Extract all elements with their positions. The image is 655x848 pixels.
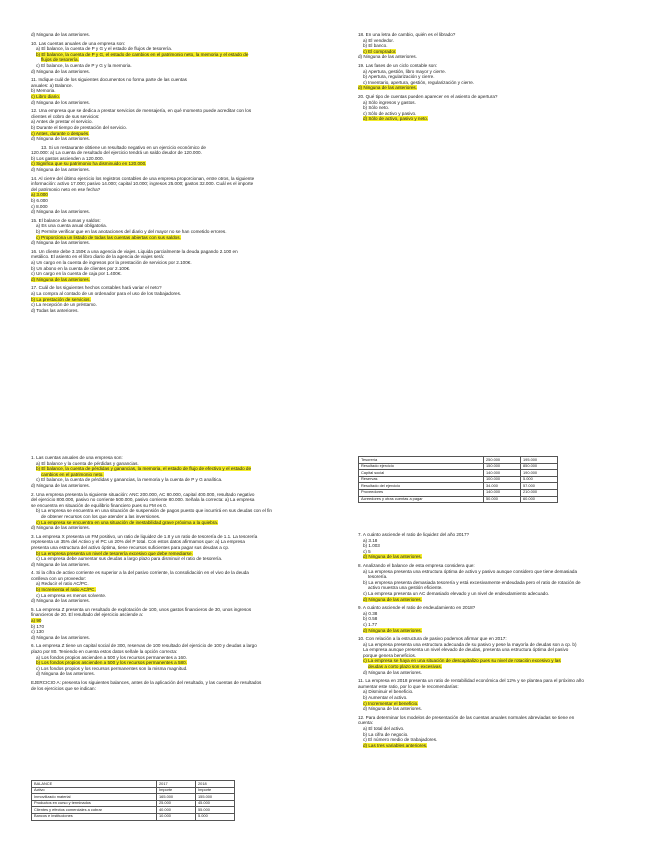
highlighted-answer: a) 3.000 — [31, 192, 48, 198]
line-text: 3. La empresa X presenta un FM positivo, un ratio de liquidez de 1.8 y un ratio de tesorería de 1.1. La tesorería — [31, 533, 258, 539]
line-text: 16. Un cliente debe 3.150€ a una agencia de viajes. Liquida parcialmente la deuda pagando 2.100 en — [31, 248, 238, 254]
text-line — [31, 483, 331, 489]
line-text: 17. Cuál de los siguientes hechos contables hará variar el neto? — [31, 285, 162, 291]
line-text: EJERCICIO A: presenta los siguientes balances, antes de la aplicación del resultado, y las cuentas de resultados — [31, 679, 262, 685]
line-text: clientes el cobro de sus servicios: — [31, 113, 100, 119]
line-text: a) Antes de prestar el servicio. — [31, 119, 93, 125]
line-text: de los ejercicios que se indican: — [31, 685, 96, 691]
highlighted-answer: c) Significa que su patrimonio ha disminuido en 120.000. — [31, 161, 147, 167]
table-cell: BALANCE — [32, 781, 157, 788]
line-text: 7. A cuánto asciende el ratio de liquidez del año 2017? — [358, 532, 470, 537]
table-cell: Resultado ejercicio — [359, 463, 484, 470]
table-cell: Reservas — [359, 476, 484, 483]
line-text: 5. La empresa Z presenta un resultado de explotación de 100, unos gastos financieros de 30, unos ingresos — [31, 606, 252, 612]
line-text: c) 130 — [31, 629, 44, 635]
line-text: a) La empresa presenta una estructura adecuada de su pasivo y pese la mayoría de deudas son a cp. b) — [363, 641, 577, 647]
line-text: a) El balance y la cuenta de pérdidas y ganancias. — [36, 460, 139, 466]
question-block — [31, 455, 331, 489]
line-text: se encuentra en situación de equilibrio financiero pues su FM es 0. — [31, 502, 168, 508]
table-cell: Importe — [157, 787, 196, 794]
line-text: a) Los fondos propios ascienden a 500 y los recursos permanentes a 160. — [36, 654, 187, 660]
line-text: a) La compra al contado de un ordenador para el uso de los trabajadores. — [31, 290, 182, 296]
line-text: d) Ninguna de las anteriores. — [31, 525, 90, 531]
balance-table — [31, 780, 235, 821]
line-text: c) La recepción de un préstamo. — [31, 302, 97, 308]
line-text: d) Ninguna de los anteriores. — [31, 99, 90, 105]
text-line — [358, 597, 643, 603]
balance-table-2017-2018 — [31, 780, 235, 821]
line-text: representa un 35% del Activo y el PC un 20% del P total. Con estos datos afirmamos que: a) La empresa — [31, 539, 245, 545]
question-block — [31, 41, 331, 75]
line-text: aumentar este ratio, por lo que le recomendarías: — [358, 683, 459, 689]
highlighted-answer: c) Libro diario. — [31, 93, 61, 99]
table-cell: Bancos e instituciones — [32, 813, 157, 820]
table-cell: Productos en curso y terminados — [32, 800, 157, 807]
table-cell: 2017 — [157, 781, 196, 788]
line-text: 6. La empresa Z tiene un capital social de 300, reservas de 100 resultado del ejercicio de 100 y deudas a largo — [31, 643, 257, 649]
top-left-column — [31, 32, 331, 316]
table-row — [359, 489, 558, 496]
line-text: 11. La empresa en 2018 presenta un ratio de rentabilidad económica del 12% y se plantea para el próximo año — [358, 678, 584, 684]
question-block — [31, 249, 331, 283]
highlighted-answer: cambios en el patrimonio neto. — [41, 471, 104, 477]
line-text: c) La empresa es menos solvente. — [36, 592, 107, 598]
balance-table-right — [358, 456, 558, 503]
table-row — [32, 807, 235, 814]
text-line — [358, 706, 643, 712]
line-text: b) Memoria. — [31, 88, 56, 94]
line-text: a) La empresa presenta una estructura óptima de activo y pasivo aunque considero que tiene demasiada — [363, 568, 577, 574]
line-text: activo muestra una gestión eficiente. — [368, 585, 443, 591]
table-cell: 45.000 — [196, 800, 235, 807]
line-text: c) 1.77 — [363, 621, 378, 627]
highlighted-answer: b) La prestación de servicios. — [31, 296, 91, 302]
text-line — [31, 240, 331, 246]
table-cell: 34.000 — [484, 483, 521, 490]
table-cell: 55.000 — [196, 807, 235, 814]
table-row — [32, 787, 235, 794]
bottom-left-column — [31, 455, 331, 694]
line-text: d) Ninguna de las anteriores. — [31, 136, 90, 142]
table-cell: 150.000 — [484, 463, 521, 470]
highlighted-answer: d) Ninguna de las anteriores. — [31, 276, 90, 282]
line-text: 14. Al cierre del último ejercicio los registros contables de una empresa proporcionan, entre otros, la siguiente — [31, 175, 255, 181]
table-row — [359, 470, 558, 477]
line-text: 10. Las cuentas anuales de una empresa son: — [31, 40, 126, 46]
line-text: 4. Si la cifra de activo corriente es superior a la del pasivo corriente, la consolidación en el vivo de la deuda — [31, 570, 249, 576]
text-line — [31, 209, 331, 215]
text-line — [358, 743, 643, 749]
highlighted-answer: c) Antes, durante o después. — [31, 130, 90, 136]
table-cell: Acreedores y otras cuentas a pagar — [359, 496, 484, 503]
question-block — [31, 534, 331, 568]
highlighted-answer: b) El balance, la cuenta de P y G, el estado de cambios en el patrimonio neto, la memoria y el estado de — [36, 51, 249, 57]
question-block — [358, 605, 643, 633]
line-text: c) Inventario, apertura, gestión, regularización y cierre. — [363, 79, 475, 85]
line-text: b) La empresa presenta demasiada tesorería y está excesivamente endeudada pero el ratio de rotación de — [363, 579, 581, 585]
question-block — [31, 32, 331, 38]
table-cell: 100.000 — [484, 476, 521, 483]
line-text: a) Es una cuenta anual obligatoria. — [36, 223, 107, 229]
question-block — [31, 145, 331, 173]
table-cell: Resultado del ejercicio — [359, 483, 484, 490]
question-block — [358, 532, 643, 560]
line-text: anuales: a) Balance. — [31, 82, 73, 88]
line-text: metálico. El asiento en el libro diario de la agencia de viajes será: — [31, 254, 165, 260]
line-text: d) Ninguna de las anteriores. — [31, 209, 90, 215]
line-text: d) Ninguna de las anteriores. — [31, 32, 90, 37]
text-line — [31, 562, 331, 568]
text-line — [358, 85, 643, 91]
highlighted-answer: flujos de tesorería. — [41, 57, 79, 63]
line-text: b) Apertura, regularización y cierre. — [363, 74, 435, 80]
line-text: a) 3.18 — [363, 537, 378, 543]
highlighted-answer: c) La empresa se encuentra en una situación de inestabilidad grave próxima a la quiebra. — [36, 519, 219, 525]
text-line — [358, 554, 643, 560]
top-right-column — [358, 32, 643, 125]
line-text: 18. En una letra de cambio, quién es el librado? — [358, 32, 456, 37]
question-block — [31, 218, 331, 246]
table-cell: 210.000 — [521, 489, 558, 496]
line-text: d) Ninguna de las anteriores. — [358, 54, 417, 60]
line-text: conlleva con un proveedor: — [31, 575, 87, 581]
text-line — [31, 167, 331, 173]
text-line — [31, 277, 331, 283]
line-text: 11. Indique cuál de los siguientes documentos no forma parte de las cuentas — [31, 77, 187, 83]
line-text: tesorería. — [368, 574, 388, 580]
line-text: 120.000: a) La cuenta de resultado del ejercicio tendrá un saldo deudor de 120.000. — [31, 150, 202, 156]
table-row — [359, 457, 558, 464]
highlighted-answer: a) 90 — [31, 618, 42, 624]
line-text: 13. Si un restaurante obtiene un resultado negativo en un ejercicio económico de — [41, 144, 206, 150]
text-line — [31, 136, 331, 142]
line-text: b) La empresa se encuentra en una situación de suspensión de pagos puesto que incurrirá en sus deudas con el fin — [36, 508, 272, 514]
line-text: d) Ninguna de las anteriores. — [31, 598, 90, 604]
line-text: cuenta: — [358, 720, 374, 726]
line-text: c) El balance, la cuenta de P y G y la memoria. — [36, 62, 132, 68]
highlighted-answer: b) Los fondos propios ascienden a 500 y los recursos permanentes a 580. — [36, 660, 187, 666]
question-block — [31, 643, 331, 677]
line-text: c) La empresa presenta un AC demasiado elevado y un nivel de endeudamiento adecuado. — [363, 590, 550, 596]
table-cell: 250.000 — [484, 457, 521, 464]
line-text: c) Sólo de activo y pasivo. — [363, 110, 417, 116]
text-line — [31, 686, 331, 692]
highlighted-answer: d) Ninguna de las anteriores. — [363, 554, 422, 560]
line-text: 12. Una empresa que se dedica a prestar servicios de mensajería, en qué momento puede acreditar con los — [31, 108, 252, 114]
highlighted-answer: c) Proporciona un listado de todas las cuentas abiertas con sus saldos. — [36, 234, 181, 240]
line-text: a) Disminuir el beneficio. — [363, 689, 414, 695]
table-row — [359, 483, 558, 490]
text-line — [358, 628, 643, 634]
question-block — [358, 636, 643, 675]
text-line — [31, 525, 331, 531]
question-block — [31, 108, 331, 142]
table-cell: Capital social — [359, 470, 484, 477]
line-text: 1. Las cuentas anuales de una empresa son: — [31, 455, 123, 460]
line-text: La empresa aunque presenta un nivel elevado de deudas, presenta una estructura óptima del pasivo — [363, 647, 569, 653]
text-line — [31, 32, 331, 38]
line-text: c) Los fondos propios y los recursos permanentes son la misma magnitud. — [36, 665, 188, 671]
line-text: b) Sólo neto. — [363, 105, 390, 111]
table-cell: 2018 — [196, 781, 235, 788]
table-cell: Inmovilizado material — [32, 794, 157, 801]
line-text: d) Ninguna de las anteriores. — [31, 68, 90, 74]
line-text: c) 8.000 — [31, 203, 48, 209]
line-text: c) El número medio de trabajadores. — [363, 737, 438, 743]
table-cell: 195.000 — [521, 457, 558, 464]
line-text: b) Permite verificar que en las anotaciones del diario y del mayor no se han cometido errores. — [36, 229, 227, 234]
line-text: 10. Con relación a la estructura de pasivo podemos afirmar que en 2017: — [358, 636, 507, 642]
bottom-right-column — [358, 532, 643, 751]
line-text: c) La empresa debe aumentar sus deudas a largo plazo para disminuir el ratio de tesorería. — [36, 556, 223, 562]
line-text: a) 0.38 — [363, 610, 378, 616]
line-text: 2. Una empresa presenta la siguiente situación: ANC 200.000, AC 80.000, capital 400.000, resultado negativo — [31, 491, 255, 497]
line-text: 8. Analizando el balance de esta empresa considera que: — [358, 562, 475, 568]
table-cell: 57.000 — [521, 483, 558, 490]
question-block — [358, 94, 643, 122]
question-block — [31, 492, 331, 531]
highlighted-answer: d) Ninguna de las anteriores. — [358, 85, 417, 91]
table-cell: Activo — [32, 787, 157, 794]
table-row — [32, 813, 235, 820]
table-cell: Proveedores — [359, 489, 484, 496]
table-cell: 40.000 — [157, 807, 196, 814]
text-line — [31, 100, 331, 106]
table-row — [359, 476, 558, 483]
question-block — [31, 77, 331, 105]
question-block — [31, 176, 331, 215]
line-text: financieros de 20. El resultado del ejercicio asciende a: — [31, 612, 144, 618]
text-line — [31, 635, 331, 641]
line-text: a) Un cargo en la cuenta de ingresos por la prestación de servicios por 2.100€. — [31, 259, 192, 265]
text-line — [358, 54, 643, 60]
line-text: d) Ninguna de las anteriores. — [36, 671, 95, 677]
line-text: a) El balance, la cuenta de P y G y el estado de flujos de tesorería. — [36, 46, 173, 52]
line-text: d) Ninguna de las anteriores. — [363, 669, 422, 675]
line-text: 15. El balance de sumas y saldos: — [31, 217, 101, 223]
table-row — [32, 794, 235, 801]
table-cell: 25.000 — [157, 800, 196, 807]
text-line — [31, 69, 331, 75]
text-line — [31, 598, 331, 604]
question-block — [31, 607, 331, 641]
table-cell: 5.000 — [521, 476, 558, 483]
line-text: a) El vendedor. — [363, 37, 394, 43]
line-text: del patrimonio neto en ese fecha? — [31, 186, 101, 192]
question-block — [358, 563, 643, 602]
table-cell: 140.000 — [484, 489, 521, 496]
line-text: b) La cifra de negocio. — [363, 731, 409, 737]
highlighted-answer: d) Las tres variables anteriores. — [363, 742, 428, 748]
highlighted-answer: c) La empresa se haya en una situación de descapitalizo pues su nivel de rotación excesivo y las — [363, 658, 561, 664]
line-text: porque genera beneficios. — [363, 652, 417, 658]
text-line — [31, 671, 331, 677]
table-cell: Clientes y efectos comerciales a cobrar — [32, 807, 157, 814]
table-cell: 50.000 — [484, 496, 521, 503]
question-block — [358, 678, 643, 712]
line-text: c) El balance, la cuenta de pérdidas y ganancias, la memoria y la cuenta de P y G analítica. — [36, 477, 223, 483]
table-cell: 140.000 — [484, 470, 521, 477]
line-text: de obtener recursos con los que atender a las inversiones. — [41, 513, 161, 519]
text-line — [358, 670, 643, 676]
line-text: b) Aumentar el activo. — [363, 695, 408, 701]
line-text: a) Sólo ingresos y gastos. — [363, 99, 416, 105]
table-cell: 5.000 — [196, 813, 235, 820]
highlighted-answer: c) Incrementar el beneficio. — [363, 700, 419, 706]
line-text: c) 5 — [363, 548, 371, 554]
line-text: 20. Qué tipo de cuentas pueden aparecer en el asiento de apertura? — [358, 93, 498, 99]
line-text: 9. A cuánto asciende el ratio de endeudamiento en 2018? — [358, 605, 476, 611]
line-text: d) Ninguna de las anteriores. — [31, 561, 90, 567]
table-row — [32, 781, 235, 788]
line-text: información: activo 17.000; pasivo 14.000; capital 10.000; ingresos 25.000; gastos 32.000. Cuál es el importe — [31, 181, 254, 187]
highlighted-answer: d) Ninguna de las anteriores. — [363, 627, 422, 633]
line-text: d) Ninguna de las anteriores. — [31, 167, 90, 173]
line-text: b) Durante el tiempo de prestación del servicio. — [31, 124, 128, 130]
balance-table-continued — [358, 456, 558, 503]
question-block — [358, 63, 643, 91]
question-block — [358, 715, 643, 749]
line-text: b) El banco. — [363, 43, 388, 49]
line-text: b) 1.003 — [363, 543, 380, 549]
highlighted-answer: d) Ninguna de las anteriores. — [363, 596, 422, 602]
line-text: d) Ninguna de las anteriores. — [31, 482, 90, 488]
highlighted-answer: deudas a corto plazo son excesivas. — [368, 664, 443, 670]
line-text: presenta una estructura del activo óptima, tiene recursos suficientes para pagar sus deudas a cp. — [31, 544, 230, 550]
table-cell: Tesorería — [359, 457, 484, 464]
line-text: b) Los gastos ascienden a 120.000. — [31, 155, 104, 161]
text-line — [358, 116, 643, 122]
highlighted-answer: c) El comprador. — [363, 48, 397, 54]
question-block — [31, 680, 331, 691]
question-block — [31, 285, 331, 313]
highlighted-answer: b) La empresa presenta un nivel de tesorería excesivo que debe remediarse. — [36, 550, 193, 556]
table-cell: 850.000 — [521, 463, 558, 470]
line-text: 12. Para determinar los modelos de presentación de las cuentas anuales normales abreviadas se tiene en — [358, 714, 575, 720]
line-text: c) Un cargo en la cuenta de caja por 1.400€. — [31, 271, 122, 277]
text-line — [31, 308, 331, 314]
line-text: b) 170 — [31, 623, 45, 629]
highlighted-answer: b) El balance, la cuenta de pérdidas y ganancias, la memoria, el estado de flujo de efectivo y el estado de — [36, 466, 252, 472]
line-text: b) Un abono en la cuenta de clientes por 2.100€. — [31, 265, 131, 271]
line-text: d) Todas las anteriores. — [31, 307, 79, 313]
line-text: 19. Las fases de un ciclo contable son: — [358, 62, 438, 68]
table-row — [359, 496, 558, 503]
table-cell: Importe — [196, 787, 235, 794]
question-block — [31, 570, 331, 604]
line-text: plazo por 80. Teniendo en cuenta estos datos señale la opción correcta: — [31, 649, 178, 654]
line-text: del ejercicio 800.000, pasivo no corriente 500.000, pasivo corriente 80.000. Señala la correcta: a) La empresa — [31, 497, 255, 503]
line-text: d) Ninguna de las anteriores. — [363, 706, 422, 712]
line-text: b) 6.000 — [31, 198, 48, 204]
table-cell: 60.000 — [521, 496, 558, 503]
line-text: a) Reducir el ratio AC/PC. — [36, 581, 89, 587]
line-text: a) Apertura, gestión, libro mayor y cierre. — [363, 68, 446, 74]
table-row — [32, 800, 235, 807]
table-cell: 190.000 — [521, 470, 558, 477]
highlighted-answer: b) Incrementa el ratio AC/PC. — [36, 587, 96, 593]
line-text: b) 0.58 — [363, 616, 378, 622]
table-cell: 165.000 — [157, 794, 196, 801]
highlighted-answer: d) Sólo de activo, pasivo y neto. — [363, 116, 429, 122]
table-cell: 155.000 — [196, 794, 235, 801]
table-cell: 10.000 — [157, 813, 196, 820]
line-text: a) El total del activo. — [363, 726, 405, 731]
line-text: d) Ninguna de las anteriores. — [31, 240, 90, 246]
table-row — [359, 463, 558, 470]
line-text: d) Ninguna de las anteriores. — [31, 634, 90, 640]
question-block — [358, 32, 643, 60]
